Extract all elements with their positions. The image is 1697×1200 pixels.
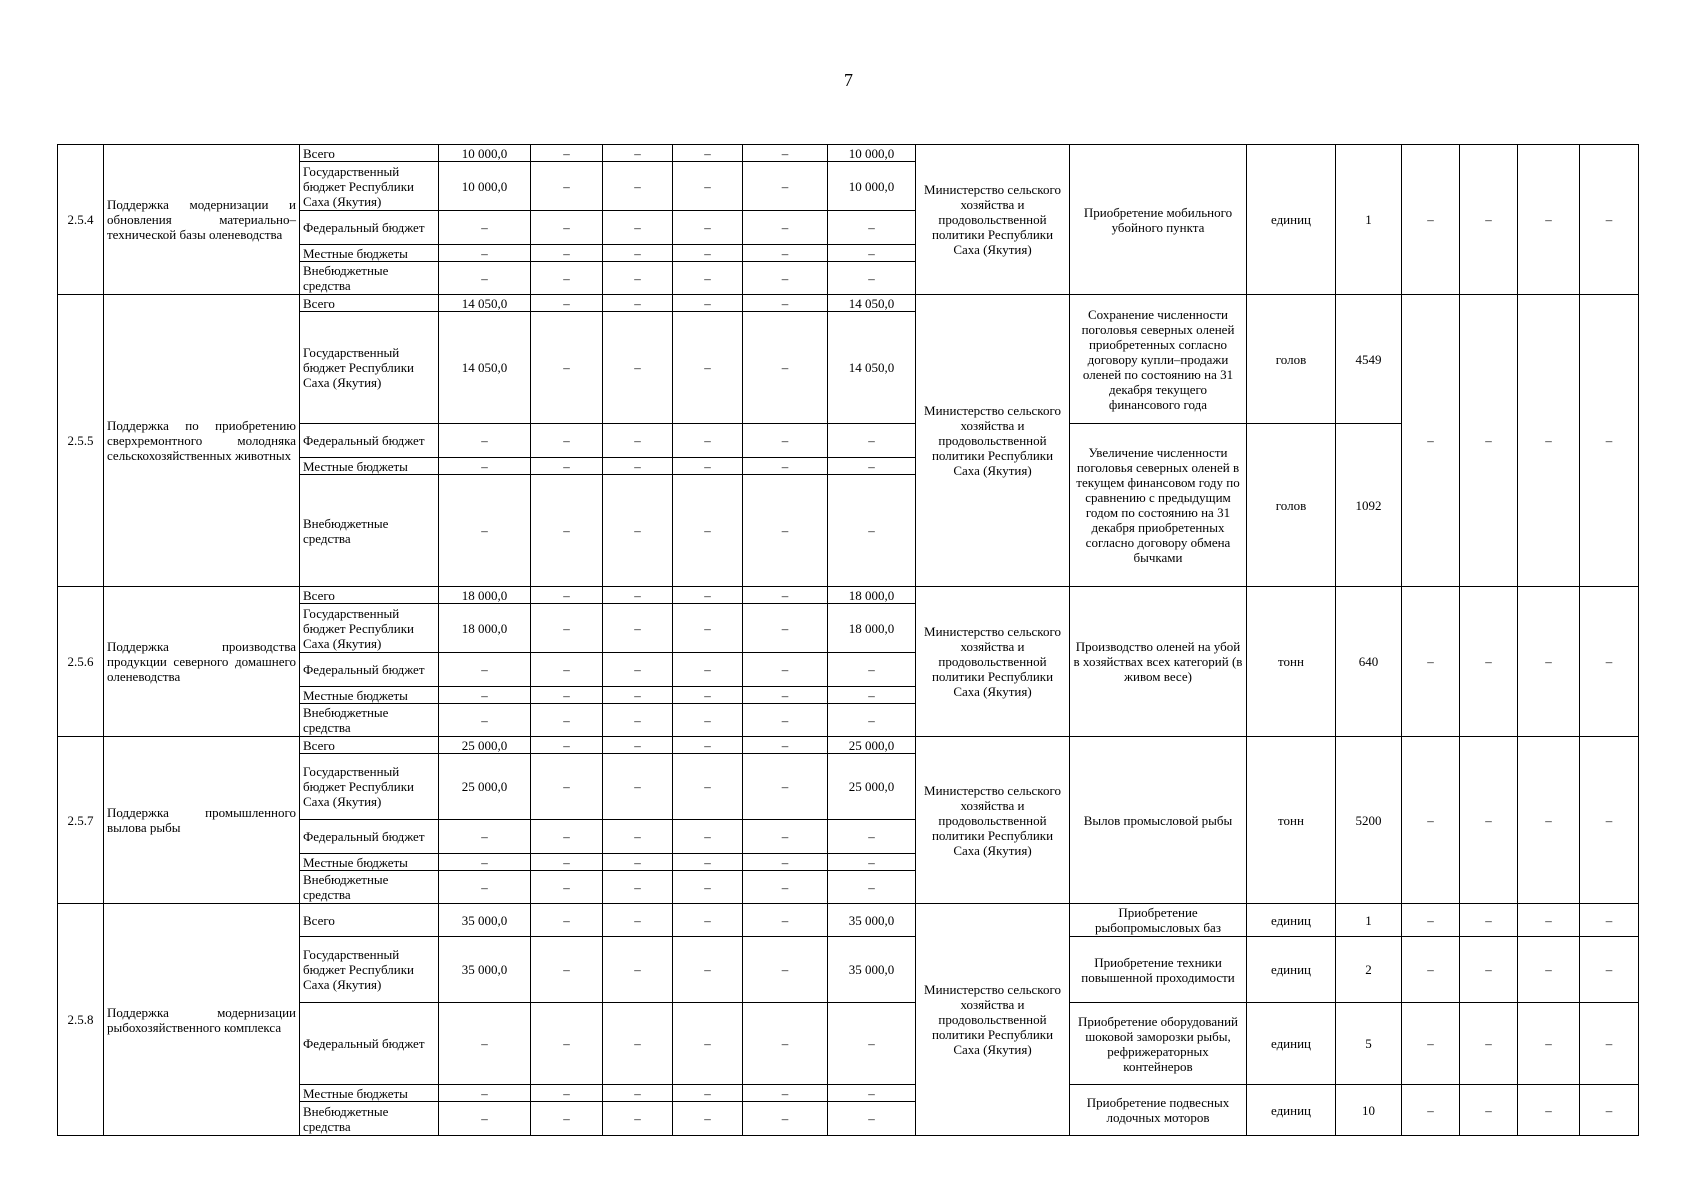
row-code: 2.5.7 (58, 737, 104, 904)
target-year: – (1460, 587, 1518, 737)
funding-source: Федеральный бюджет (300, 1003, 439, 1085)
table-body (58, 145, 1639, 1136)
result-indicator: Вылов промысловой рыбы (1070, 737, 1247, 904)
amount-year: – (531, 424, 603, 458)
result-value: 5200 (1336, 737, 1402, 904)
target-year: – (1402, 145, 1460, 295)
amount-year: – (673, 854, 743, 871)
amount-year: – (603, 754, 673, 820)
amount-year: – (603, 458, 673, 475)
target-year: – (1460, 904, 1518, 937)
target-year: – (1402, 937, 1460, 1003)
table-row (58, 295, 1639, 312)
amount-year: – (743, 587, 828, 604)
amount-year: – (531, 211, 603, 245)
amount-last-year: – (828, 653, 916, 687)
amount-year: – (743, 937, 828, 1003)
amount-year: – (743, 424, 828, 458)
measure-name: Поддержка модернизации рыбохозяйственного комплекса (104, 904, 300, 1136)
amount-year: – (531, 458, 603, 475)
amount-year: – (743, 295, 828, 312)
amount-year: – (673, 1085, 743, 1102)
row-code: 2.5.5 (58, 295, 104, 587)
amount-year: – (673, 424, 743, 458)
amount-last-year: – (828, 1003, 916, 1085)
funding-source: Местные бюджеты (300, 687, 439, 704)
amount-total: 14 050,0 (439, 295, 531, 312)
amount-total: – (439, 1003, 531, 1085)
amount-year: – (603, 604, 673, 653)
target-year: – (1518, 145, 1580, 295)
result-unit: единиц (1247, 937, 1336, 1003)
target-year: – (1460, 1003, 1518, 1085)
target-year: – (1402, 1003, 1460, 1085)
result-indicator: Увеличение численности поголовья северных оленей в текущем финансовом году по сравнению с предыдущим годом по состоянию на 31 декабря приобретенных согласно договору обмена бычками (1070, 424, 1247, 587)
amount-year: – (603, 704, 673, 737)
amount-total: – (439, 704, 531, 737)
funding-source: Государственный бюджет Республики Саха (Якутия) (300, 162, 439, 211)
table-row (58, 587, 1639, 604)
amount-year: – (743, 211, 828, 245)
amount-last-year: – (828, 211, 916, 245)
amount-year: – (603, 312, 673, 424)
amount-total: – (439, 854, 531, 871)
amount-year: – (743, 904, 828, 937)
amount-year: – (531, 904, 603, 937)
funding-source: Внебюджетные средства (300, 871, 439, 904)
amount-year: – (673, 145, 743, 162)
measure-name: Поддержка производства продукции северного домашнего оленеводства (104, 587, 300, 737)
amount-year: – (673, 653, 743, 687)
amount-total: – (439, 653, 531, 687)
funding-source: Местные бюджеты (300, 854, 439, 871)
target-year: – (1518, 1003, 1580, 1085)
amount-total: 10 000,0 (439, 162, 531, 211)
amount-year: – (603, 587, 673, 604)
amount-year: – (743, 262, 828, 295)
amount-year: – (673, 904, 743, 937)
row-code: 2.5.6 (58, 587, 104, 737)
amount-year: – (673, 587, 743, 604)
amount-total: – (439, 687, 531, 704)
amount-total: 18 000,0 (439, 587, 531, 604)
amount-total: 25 000,0 (439, 737, 531, 754)
result-value: 2 (1336, 937, 1402, 1003)
amount-total: – (439, 1102, 531, 1136)
amount-total: – (439, 820, 531, 854)
amount-last-year: – (828, 871, 916, 904)
amount-last-year: 18 000,0 (828, 604, 916, 653)
amount-year: – (531, 475, 603, 587)
amount-year: – (673, 937, 743, 1003)
target-year: – (1460, 937, 1518, 1003)
amount-year: – (603, 904, 673, 937)
amount-year: – (673, 262, 743, 295)
amount-last-year: – (828, 262, 916, 295)
amount-year: – (531, 312, 603, 424)
amount-year: – (673, 1003, 743, 1085)
amount-year: – (743, 754, 828, 820)
target-year: – (1580, 1003, 1639, 1085)
target-year: – (1580, 937, 1639, 1003)
funding-source: Местные бюджеты (300, 458, 439, 475)
target-year: – (1518, 737, 1580, 904)
amount-year: – (673, 162, 743, 211)
amount-year: – (603, 687, 673, 704)
result-indicator: Производство оленей на убой в хозяйствах всех категорий (в живом весе) (1070, 587, 1247, 737)
amount-last-year: – (828, 245, 916, 262)
amount-year: – (531, 587, 603, 604)
responsible-org: Министерство сельского хозяйства и продовольственной политики Республики Саха (Якутия) (916, 145, 1070, 295)
amount-year: – (603, 1003, 673, 1085)
amount-year: – (603, 737, 673, 754)
measure-name: Поддержка по приобретению сверхремонтного молодняка сельскохозяйственных животных (104, 295, 300, 587)
table-row (58, 145, 1639, 162)
amount-year: – (743, 653, 828, 687)
target-year: – (1402, 737, 1460, 904)
amount-year: – (673, 458, 743, 475)
amount-year: – (531, 295, 603, 312)
amount-year: – (743, 1102, 828, 1136)
result-indicator: Приобретение подвесных лодочных моторов (1070, 1085, 1247, 1136)
result-indicator: Сохранение численности поголовья северных оленей приобретенных согласно договору купли–продажи оленей по состоянию на 31 декабря текущего финансового года (1070, 295, 1247, 424)
result-value: 1092 (1336, 424, 1402, 587)
amount-last-year: – (828, 458, 916, 475)
amount-year: – (673, 754, 743, 820)
measure-name: Поддержка промышленного вылова рыбы (104, 737, 300, 904)
amount-year: – (673, 687, 743, 704)
page-number: 7 (844, 70, 853, 90)
amount-total: – (439, 245, 531, 262)
result-value: 1 (1336, 904, 1402, 937)
target-year: – (1580, 145, 1639, 295)
row-code: 2.5.4 (58, 145, 104, 295)
funding-source: Государственный бюджет Республики Саха (Якутия) (300, 312, 439, 424)
funding-source: Всего (300, 737, 439, 754)
amount-year: – (673, 295, 743, 312)
target-year: – (1580, 587, 1639, 737)
amount-year: – (531, 145, 603, 162)
program-table (57, 144, 1639, 1136)
amount-year: – (531, 704, 603, 737)
amount-year: – (673, 1102, 743, 1136)
amount-total: – (439, 458, 531, 475)
amount-total: 35 000,0 (439, 904, 531, 937)
amount-year: – (673, 475, 743, 587)
amount-year: – (743, 458, 828, 475)
amount-last-year: 14 050,0 (828, 312, 916, 424)
target-year: – (1402, 587, 1460, 737)
amount-year: – (531, 262, 603, 295)
amount-year: – (531, 653, 603, 687)
amount-total: 18 000,0 (439, 604, 531, 653)
funding-source: Внебюджетные средства (300, 262, 439, 295)
target-year: – (1580, 737, 1639, 904)
result-indicator: Приобретение техники повышенной проходимости (1070, 937, 1247, 1003)
responsible-org: Министерство сельского хозяйства и продовольственной политики Республики Саха (Якутия) (916, 587, 1070, 737)
amount-year: – (603, 820, 673, 854)
result-unit: тонн (1247, 587, 1336, 737)
target-year: – (1402, 1085, 1460, 1136)
funding-source: Внебюджетные средства (300, 704, 439, 737)
amount-year: – (673, 245, 743, 262)
amount-year: – (673, 871, 743, 904)
amount-year: – (603, 162, 673, 211)
amount-last-year: 14 050,0 (828, 295, 916, 312)
amount-last-year: 25 000,0 (828, 754, 916, 820)
amount-year: – (531, 687, 603, 704)
amount-year: – (603, 871, 673, 904)
result-value: 640 (1336, 587, 1402, 737)
amount-last-year: – (828, 854, 916, 871)
amount-year: – (673, 312, 743, 424)
result-unit: тонн (1247, 737, 1336, 904)
amount-year: – (603, 245, 673, 262)
table-row (58, 904, 1639, 937)
amount-year: – (603, 145, 673, 162)
amount-year: – (603, 211, 673, 245)
amount-total: 14 050,0 (439, 312, 531, 424)
amount-year: – (673, 211, 743, 245)
result-value: 1 (1336, 145, 1402, 295)
amount-total: – (439, 262, 531, 295)
result-indicator: Приобретение рыбопромысловых баз (1070, 904, 1247, 937)
amount-year: – (531, 737, 603, 754)
funding-source: Местные бюджеты (300, 1085, 439, 1102)
amount-year: – (673, 604, 743, 653)
table-row (58, 737, 1639, 754)
funding-source: Федеральный бюджет (300, 211, 439, 245)
amount-last-year: 35 000,0 (828, 904, 916, 937)
amount-year: – (531, 1003, 603, 1085)
target-year: – (1460, 145, 1518, 295)
amount-year: – (743, 1085, 828, 1102)
amount-year: – (743, 854, 828, 871)
amount-year: – (673, 737, 743, 754)
responsible-org: Министерство сельского хозяйства и продовольственной политики Республики Саха (Якутия) (916, 737, 1070, 904)
amount-last-year: – (828, 820, 916, 854)
amount-year: – (743, 1003, 828, 1085)
target-year: – (1580, 295, 1639, 587)
target-year: – (1518, 295, 1580, 587)
funding-source: Всего (300, 295, 439, 312)
amount-year: – (743, 162, 828, 211)
amount-year: – (531, 245, 603, 262)
result-indicator: Приобретение оборудований шоковой заморозки рыбы, рефрижераторных контейнеров (1070, 1003, 1247, 1085)
result-unit: единиц (1247, 1003, 1336, 1085)
amount-year: – (743, 145, 828, 162)
amount-year: – (603, 262, 673, 295)
target-year: – (1402, 904, 1460, 937)
amount-year: – (531, 820, 603, 854)
funding-source: Всего (300, 145, 439, 162)
target-year: – (1518, 587, 1580, 737)
target-year: – (1580, 1085, 1639, 1136)
amount-last-year: – (828, 1085, 916, 1102)
amount-last-year: – (828, 475, 916, 587)
target-year: – (1580, 904, 1639, 937)
amount-year: – (531, 937, 603, 1003)
amount-year: – (743, 820, 828, 854)
amount-last-year: – (828, 704, 916, 737)
funding-source: Местные бюджеты (300, 245, 439, 262)
result-value: 5 (1336, 1003, 1402, 1085)
amount-year: – (743, 704, 828, 737)
target-year: – (1518, 937, 1580, 1003)
amount-year: – (743, 687, 828, 704)
amount-year: – (743, 245, 828, 262)
funding-source: Государственный бюджет Республики Саха (Якутия) (300, 754, 439, 820)
amount-year: – (673, 820, 743, 854)
result-unit: голов (1247, 424, 1336, 587)
amount-year: – (531, 854, 603, 871)
target-year: – (1460, 737, 1518, 904)
amount-last-year: 10 000,0 (828, 162, 916, 211)
amount-last-year: – (828, 424, 916, 458)
result-unit: единиц (1247, 145, 1336, 295)
amount-year: – (603, 854, 673, 871)
funding-source: Федеральный бюджет (300, 424, 439, 458)
amount-last-year: – (828, 1102, 916, 1136)
row-code: 2.5.8 (58, 904, 104, 1136)
result-value: 4549 (1336, 295, 1402, 424)
amount-year: – (603, 424, 673, 458)
amount-last-year: 35 000,0 (828, 937, 916, 1003)
amount-year: – (603, 937, 673, 1003)
target-year: – (1460, 295, 1518, 587)
target-year: – (1402, 295, 1460, 587)
amount-total: – (439, 424, 531, 458)
funding-source: Государственный бюджет Республики Саха (Якутия) (300, 937, 439, 1003)
amount-year: – (603, 1102, 673, 1136)
funding-source: Федеральный бюджет (300, 653, 439, 687)
amount-year: – (531, 162, 603, 211)
amount-year: – (673, 704, 743, 737)
amount-year: – (603, 653, 673, 687)
funding-source: Всего (300, 587, 439, 604)
amount-total: – (439, 871, 531, 904)
funding-source: Всего (300, 904, 439, 937)
amount-total: 35 000,0 (439, 937, 531, 1003)
target-year: – (1518, 904, 1580, 937)
amount-year: – (603, 1085, 673, 1102)
amount-year: – (531, 754, 603, 820)
amount-year: – (743, 604, 828, 653)
amount-total: – (439, 211, 531, 245)
amount-year: – (531, 604, 603, 653)
result-unit: единиц (1247, 904, 1336, 937)
result-indicator: Приобретение мобильного убойного пункта (1070, 145, 1247, 295)
target-year: – (1460, 1085, 1518, 1136)
amount-year: – (743, 871, 828, 904)
amount-year: – (743, 312, 828, 424)
target-year: – (1518, 1085, 1580, 1136)
amount-year: – (531, 1085, 603, 1102)
amount-last-year: 18 000,0 (828, 587, 916, 604)
measure-name: Поддержка модернизации и обновления материально–технической базы оленеводства (104, 145, 300, 295)
amount-year: – (743, 737, 828, 754)
amount-year: – (743, 475, 828, 587)
result-unit: единиц (1247, 1085, 1336, 1136)
responsible-org: Министерство сельского хозяйства и продовольственной политики Республики Саха (Якутия) (916, 904, 1070, 1136)
result-value: 10 (1336, 1085, 1402, 1136)
funding-source: Государственный бюджет Республики Саха (Якутия) (300, 604, 439, 653)
amount-year: – (603, 475, 673, 587)
responsible-org: Министерство сельского хозяйства и продовольственной политики Республики Саха (Якутия) (916, 295, 1070, 587)
amount-total: – (439, 475, 531, 587)
amount-total: 25 000,0 (439, 754, 531, 820)
funding-source: Федеральный бюджет (300, 820, 439, 854)
funding-source: Внебюджетные средства (300, 1102, 439, 1136)
amount-total: 10 000,0 (439, 145, 531, 162)
amount-year: – (531, 1102, 603, 1136)
amount-last-year: – (828, 687, 916, 704)
result-unit: голов (1247, 295, 1336, 424)
amount-last-year: 25 000,0 (828, 737, 916, 754)
amount-total: – (439, 1085, 531, 1102)
amount-year: – (603, 295, 673, 312)
amount-year: – (531, 871, 603, 904)
funding-source: Внебюджетные средства (300, 475, 439, 587)
amount-last-year: 10 000,0 (828, 145, 916, 162)
